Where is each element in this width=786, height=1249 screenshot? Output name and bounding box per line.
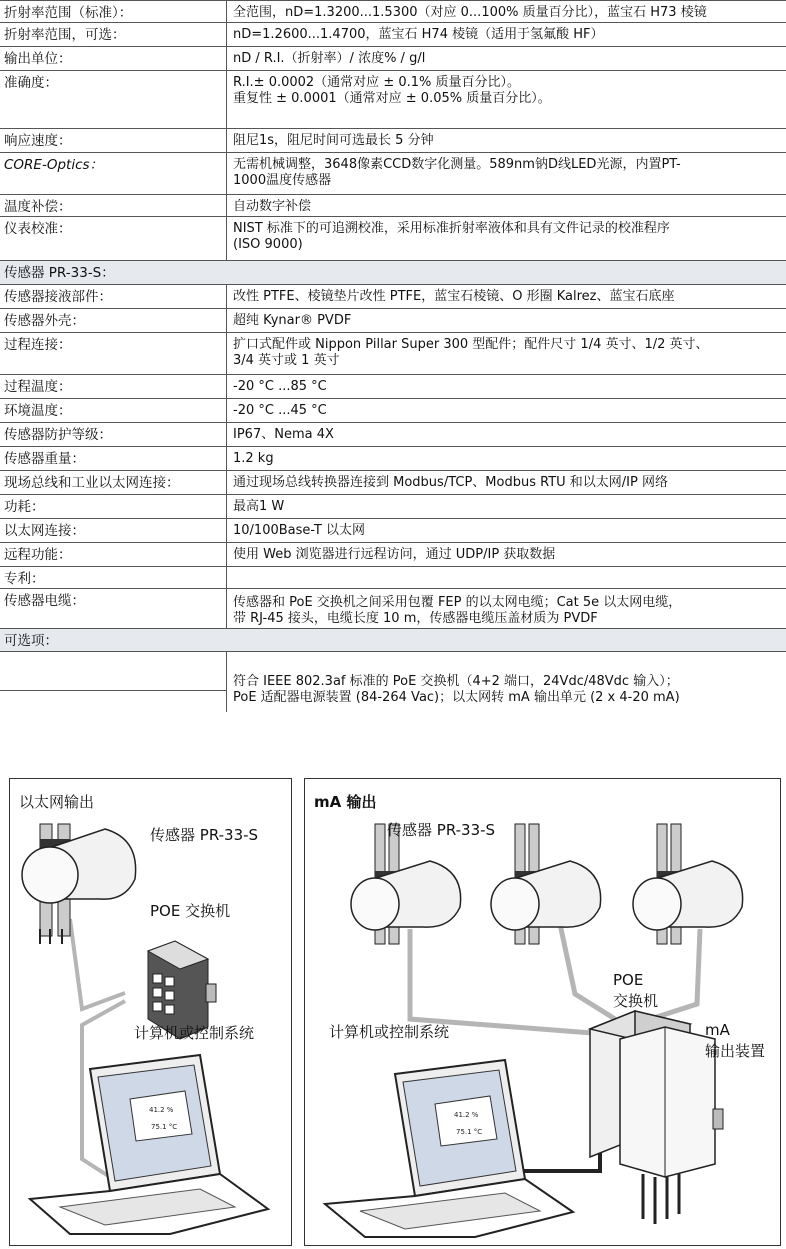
- spec-value: [233, 157, 778, 188]
- spec-value: [233, 403, 778, 419]
- spec-row-response: [0, 128, 786, 152]
- computer-cable: [515, 1119, 600, 1171]
- switch-label-line-2: 交换机: [613, 992, 659, 1010]
- ma-output-panel: [304, 778, 781, 1246]
- spec-label: 传感器防护等级：: [4, 427, 112, 443]
- spec-row-temp-comp: [0, 194, 786, 216]
- spec-value-line: 扩口式配件或 Nippon Pillar Super 300 型配件；配件尺寸 1/4 英寸、1/2 英寸、: [233, 337, 709, 352]
- spec-value: [233, 5, 778, 21]
- sensor-pr33s-icon-1: [351, 824, 461, 944]
- spec-row-ambient-temp: [0, 398, 786, 422]
- spec-value-line: -20 °C ...85 °C: [233, 379, 327, 394]
- spec-row-process-temp: [0, 374, 786, 398]
- spec-label: 传感器外壳：: [4, 313, 85, 329]
- spec-label: 传感器重量：: [4, 451, 85, 467]
- sensor-cable-2: [560, 924, 615, 1019]
- screen-reading-temperature: 75.1 °C: [151, 1123, 178, 1131]
- spec-value-line: 自动数字补偿: [233, 199, 312, 214]
- spec-value: [233, 427, 778, 443]
- spec-value: [233, 523, 778, 539]
- spec-value-line: -20 °C ...45 °C: [233, 403, 327, 418]
- laptop-icon: [30, 1055, 268, 1234]
- spec-label: 折射率范围（标准）：: [4, 5, 133, 21]
- spec-value: [233, 133, 778, 149]
- spec-row-sensor-cable: [0, 588, 786, 628]
- spec-label: 仪表校准：: [4, 221, 72, 237]
- spec-value-line: 重复性 ± 0.0001（通常对应 ± 0.05% 质量百分比）。: [233, 90, 551, 106]
- sensor-pr33s-icon-3: [633, 824, 743, 944]
- spec-row-process-connection: [0, 332, 786, 374]
- spec-row-wetted-parts: [0, 284, 786, 308]
- spec-row-ethernet: [0, 518, 786, 542]
- spec-value: [233, 221, 778, 252]
- spec-value-line: 1.2 kg: [233, 451, 274, 466]
- spec-row-housing: [0, 308, 786, 332]
- unit-label-line-1: mA: [705, 1021, 730, 1039]
- spec-value: [233, 595, 778, 626]
- computer-label: 计算机或控制系统: [134, 1024, 255, 1042]
- spec-value: [233, 337, 778, 368]
- spec-value-line: 10/100Base-T 以太网: [233, 523, 365, 538]
- spec-label: 专利：: [4, 571, 45, 587]
- ethernet-output-panel: [9, 778, 292, 1246]
- spec-label: 输出单位：: [4, 51, 72, 67]
- spec-value-line: 最高1 W: [233, 499, 285, 514]
- sensor-cable-1: [410, 929, 605, 1034]
- spec-label: 准确度：: [4, 75, 58, 91]
- spec-label: 环境温度：: [4, 403, 72, 419]
- spec-value-line: 1000温度传感器: [233, 172, 332, 188]
- spec-value: [233, 379, 778, 395]
- spec-value-line: 符合 IEEE 802.3af 标准的 PoE 交换机（4+2 端口，24Vdc/48Vdc 输入）；: [233, 674, 679, 689]
- spec-value-line: (ISO 9000): [233, 236, 303, 252]
- spec-label: 折射率范围，可选：: [4, 27, 126, 43]
- spec-row-core-optics: [0, 152, 786, 194]
- spec-row-output-units: [0, 46, 786, 70]
- spec-row-calibration: [0, 216, 786, 260]
- computer-label: 计算机或控制系统: [329, 1023, 450, 1041]
- section-label: 传感器 PR-33-S：: [4, 265, 115, 281]
- spec-row-ri-standard: [0, 0, 786, 22]
- spec-value-line: 无需机械调整，3648像素CCD数字化测量。589nm钠D线LED光源，内置PT-: [233, 157, 681, 172]
- spec-value-line: PoE 适配器电源装置 (84-264 Vac)；以太网转 mA 输出单元 (2 x 4-20 mA): [233, 689, 680, 705]
- spec-value-line: 带 RJ-45 接头，电缆长度 10 m，传感器电缆压盖材质为 PVDF: [233, 610, 598, 626]
- spec-value: [233, 75, 778, 106]
- spec-row-power: [0, 494, 786, 518]
- spec-value-line: NIST 标准下的可追溯校准，采用标准折射率液体和具有文件记录的校准程序: [233, 221, 670, 236]
- spec-row-weight: [0, 446, 786, 470]
- spec-value-line: nD / R.I.（折射率）/ 浓度% / g/l: [233, 51, 426, 66]
- spec-label: 过程温度：: [4, 379, 72, 395]
- sensor-label: 传感器 PR-33-S: [387, 821, 496, 839]
- spec-row-remote: [0, 542, 786, 566]
- ethernet-diagram-art: [10, 779, 293, 1247]
- spec-row-patents: [0, 566, 786, 588]
- spec-value-line: 改性 PTFE、棱镜垫片改性 PTFE，蓝宝石棱镜、O 形圈 Kalrez、蓝宝石底座: [233, 289, 675, 304]
- sensor-pr33s-icon-2: [491, 824, 601, 944]
- switch-label: POE 交换机: [150, 902, 231, 920]
- screen-reading-temperature: 75.1 °C: [456, 1128, 483, 1136]
- spec-section-options: [0, 628, 786, 652]
- spec-label: CORE-Optics：: [4, 157, 104, 173]
- section-label: 可选项：: [4, 633, 58, 649]
- ma-diagram-art: [305, 779, 782, 1247]
- spec-label: 现场总线和工业以太网连接：: [4, 475, 180, 491]
- spec-value: [233, 475, 778, 491]
- spec-value: [233, 51, 778, 67]
- spec-label: 过程连接：: [4, 337, 72, 353]
- spec-label: 传感器接液部件：: [4, 289, 112, 305]
- switch-label-line-1: POE: [613, 971, 644, 989]
- spec-label: 远程功能：: [4, 547, 72, 563]
- spec-value-line: 传感器和 PoE 交换机之间采用包覆 FEP 的以太网电缆；Cat 5e 以太网电缆，: [233, 595, 682, 610]
- spec-value-line: 阻尼1s，阻尼时间可选最长 5 分钟: [233, 133, 434, 148]
- sensor-label: 传感器 PR-33-S: [150, 826, 259, 844]
- spec-value-line: 超纯 Kynar® PVDF: [233, 313, 352, 328]
- spec-label: 传感器电缆：: [4, 593, 85, 609]
- spec-label: 以太网连接：: [4, 523, 85, 539]
- unit-label-line-2: 输出装置: [705, 1042, 766, 1060]
- spec-value: [233, 674, 778, 705]
- spec-row-options: [0, 652, 786, 712]
- spec-value-line: 3/4 英寸或 1 英寸: [233, 352, 340, 368]
- ethernet-panel-title: 以太网输出: [19, 793, 95, 811]
- sensor-pr33s-icon: [22, 824, 136, 944]
- spec-value-line: 全范围，nD=1.3200...1.5300（对应 0...100% 质量百分比），蓝宝石 H73 棱镜: [233, 5, 707, 20]
- screen-reading-concentration: 41.2 %: [149, 1106, 174, 1114]
- spec-value: [233, 499, 778, 515]
- sensor-cable: [70, 919, 125, 1009]
- spec-value-line: nD=1.2600...1.4700，蓝宝石 H74 棱镜（适用于氢氟酸 HF）: [233, 27, 604, 42]
- spec-section-sensor: [0, 260, 786, 284]
- spec-value: [233, 313, 778, 329]
- laptop-icon: [325, 1060, 573, 1237]
- screen-reading-concentration: 41.2 %: [454, 1111, 479, 1119]
- spec-row-accuracy: [0, 70, 786, 128]
- spec-value-line: 通过现场总线转换器连接到 Modbus/TCP、Modbus RTU 和以太网/IP 网络: [233, 475, 668, 490]
- spec-value-line: 使用 Web 浏览器进行远程访问，通过 UDP/IP 获取数据: [233, 547, 556, 562]
- spec-value: [233, 289, 778, 305]
- spec-row-protection: [0, 422, 786, 446]
- spec-value-line: IP67、Nema 4X: [233, 427, 334, 442]
- spec-value: [233, 27, 778, 43]
- spec-label: 功耗：: [4, 499, 45, 515]
- spec-label: 响应速度：: [4, 133, 72, 149]
- ma-panel-title: mA 输出: [314, 793, 377, 811]
- spec-value-line: R.I.± 0.0002（通常对应 ± 0.1% 质量百分比）。: [233, 75, 520, 90]
- spec-row-ri-optional: [0, 22, 786, 46]
- spec-label: 温度补偿：: [4, 199, 72, 215]
- spec-value: [233, 451, 778, 467]
- spec-value: [233, 199, 778, 215]
- spec-row-fieldbus: [0, 470, 786, 494]
- spec-value: [233, 547, 778, 563]
